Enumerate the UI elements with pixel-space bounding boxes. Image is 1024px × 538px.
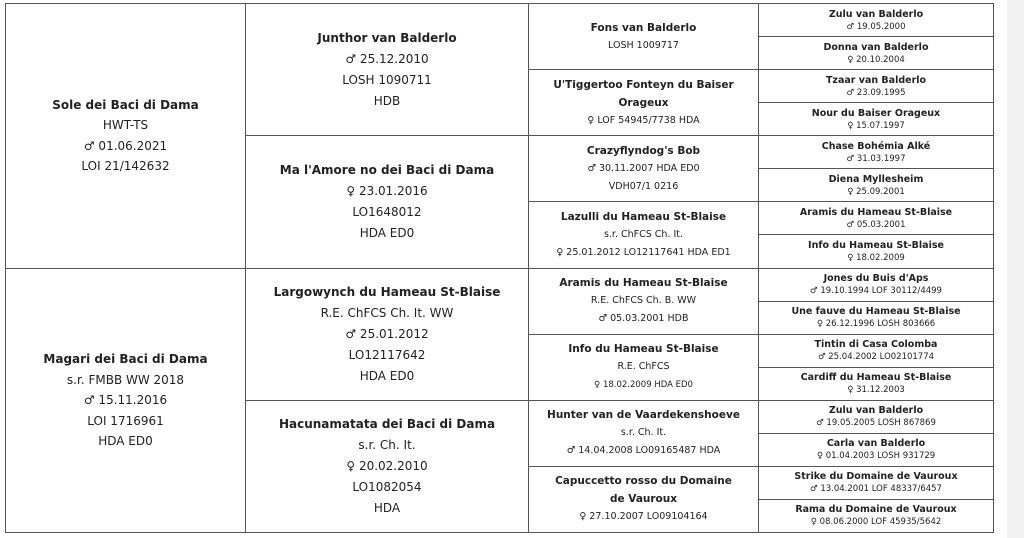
great-great-grandparent-cell-dam-dam-dam-sire bbox=[759, 466, 994, 499]
great-great-grandparent-cell-sire-sire-dam-sire bbox=[759, 70, 994, 103]
dog-name: Tzaar van Balderlo bbox=[825, 74, 927, 86]
dog-detail: LO12117642 bbox=[348, 347, 426, 362]
dog-name: Capuccetto rosso du Domaine de Vauroux bbox=[555, 475, 732, 506]
great-great-grandparent-cell-sire-sire-sire-dam bbox=[759, 37, 994, 70]
dog-name: Rama du Domaine de Vauroux bbox=[795, 504, 957, 516]
dog-name: Aramis du Hameau St-Blaise bbox=[799, 206, 953, 218]
dog-detail: HDB bbox=[373, 93, 401, 108]
dog-detail: ♀ 25.01.2012 LO12117641 HDA ED1 bbox=[556, 246, 731, 258]
great-grandparent-cell-dam-sire-dam bbox=[529, 334, 759, 400]
dog-detail: ♂ 14.04.2008 LO09165487 HDA bbox=[566, 445, 721, 457]
dog-detail: ♀ LOF 54945/7738 HDA bbox=[587, 114, 700, 126]
vertical-scrollbar[interactable] bbox=[1007, 0, 1024, 538]
dog-detail: ♀ 20.10.2004 bbox=[847, 54, 905, 65]
dog-detail: ♀ 08.06.2000 LOF 45935/5642 bbox=[810, 517, 942, 528]
parent-cell-sire bbox=[6, 4, 246, 269]
dog-detail: s.r. FMBB WW 2018 bbox=[66, 372, 185, 387]
great-great-grandparent-cell-dam-dam-sire-sire bbox=[759, 400, 994, 433]
great-great-grandparent-cell-sire-dam-sire-dam bbox=[759, 169, 994, 202]
dog-name: Hunter van de Vaardekenshoeve bbox=[547, 409, 740, 422]
dog-detail: HWT-TS bbox=[102, 118, 149, 133]
dog-detail: HDA ED0 bbox=[98, 434, 153, 448]
dog-detail: ♂ 31.03.1997 bbox=[846, 153, 906, 164]
dog-detail: R.E. ChFCS bbox=[617, 361, 670, 373]
dog-detail: HDA ED0 bbox=[359, 225, 415, 240]
dog-detail: ♂ 25.12.2010 bbox=[345, 51, 429, 66]
dog-name: Carla van Balderlo bbox=[826, 438, 926, 450]
grandparent-cell-sire-sire bbox=[246, 4, 529, 136]
dog-detail: ♀ 18.02.2009 HDA ED0 bbox=[594, 380, 693, 391]
dog-detail: HDA bbox=[373, 500, 401, 515]
dog-detail: ♂ 25.01.2012 bbox=[345, 326, 429, 341]
dog-detail: LOI 1716961 bbox=[87, 413, 164, 428]
dog-name: Aramis du Hameau St-Blaise bbox=[559, 277, 728, 290]
dog-name: Diena Myllesheim bbox=[828, 173, 924, 185]
dog-detail: ♀ 18.02.2009 bbox=[847, 252, 905, 263]
great-great-grandparent-cell-dam-dam-dam-dam bbox=[759, 499, 994, 532]
dog-name: Hacunamatata dei Baci di Dama bbox=[278, 416, 496, 431]
dog-detail: ♀ 20.02.2010 bbox=[346, 458, 428, 473]
dog-detail: ♂ 05.03.2001 HDB bbox=[598, 313, 689, 325]
dog-detail: ♂ 13.04.2001 LOF 48337/6457 bbox=[810, 484, 942, 495]
dog-detail: ♂ 19.05.2000 bbox=[846, 21, 906, 32]
dog-name: Largowynch du Hameau St-Blaise bbox=[273, 284, 501, 299]
dog-name: U'Tiggertoo Fonteyn du Baiser Orageux bbox=[553, 78, 734, 109]
dog-name: Crazyflyndog's Bob bbox=[586, 144, 701, 157]
great-great-grandparent-cell-dam-sire-dam-dam bbox=[759, 367, 994, 400]
dog-name: Une fauve du Hameau St-Blaise bbox=[791, 306, 961, 318]
dog-name: Chase Bohémia Alké bbox=[821, 140, 931, 152]
great-grandparent-cell-dam-sire-sire bbox=[529, 268, 759, 334]
dog-detail: ♂ 25.04.2002 LO02101774 bbox=[817, 352, 935, 363]
dog-detail: ♂ 05.03.2001 bbox=[846, 219, 906, 230]
great-grandparent-cell-dam-dam-sire bbox=[529, 400, 759, 466]
dog-detail: VDH07/1 0216 bbox=[608, 180, 679, 192]
dog-detail: ♀ 15.07.1997 bbox=[847, 120, 905, 131]
dog-detail: HDA ED0 bbox=[359, 368, 415, 383]
dog-detail: LOI 21/142632 bbox=[81, 159, 170, 174]
dog-detail: s.r. Ch. It. bbox=[358, 437, 416, 452]
dog-detail: ♂ 01.06.2021 bbox=[83, 138, 168, 153]
dog-detail: ♂ 30.11.2007 HDA ED0 bbox=[587, 162, 700, 174]
dog-detail: ♂ 15.11.2016 bbox=[83, 393, 168, 407]
dog-detail: s.r. ChFCS Ch. It. bbox=[603, 228, 684, 240]
dog-name: Zulu van Balderlo bbox=[828, 405, 924, 417]
dog-name: Sole dei Baci di Dama bbox=[52, 97, 199, 112]
great-great-grandparent-cell-dam-sire-dam-sire bbox=[759, 334, 994, 367]
great-great-grandparent-cell-dam-dam-sire-dam bbox=[759, 433, 994, 466]
dog-detail: R.E. ChFCS Ch. B. WW bbox=[590, 295, 697, 307]
dog-detail: LOSH 1090711 bbox=[342, 72, 432, 87]
dog-name: Info du Hameau St-Blaise bbox=[808, 239, 944, 251]
dog-name: Donna van Balderlo bbox=[823, 41, 929, 53]
dog-detail: LO1082054 bbox=[352, 479, 422, 494]
dog-name: Jones du Buis d'Aps bbox=[823, 273, 929, 285]
parent-cell-dam bbox=[6, 268, 246, 533]
dog-detail: ♂ 19.10.1994 LOF 30112/4499 bbox=[810, 286, 942, 297]
great-great-grandparent-cell-sire-dam-dam-dam bbox=[759, 235, 994, 268]
grandparent-cell-sire-dam bbox=[246, 136, 529, 268]
dog-detail: ♀ 01.04.2003 LOSH 931729 bbox=[816, 451, 936, 462]
dog-detail: ♂ 19.05.2005 LOSH 867869 bbox=[816, 418, 936, 429]
great-great-grandparent-cell-sire-dam-dam-sire bbox=[759, 202, 994, 235]
dog-name: Info du Hameau St-Blaise bbox=[568, 343, 719, 356]
dog-detail: ♀ 25.09.2001 bbox=[847, 186, 905, 197]
dog-detail: ♀ 27.10.2007 LO09104164 bbox=[579, 511, 708, 523]
dog-detail: s.r. Ch. It. bbox=[620, 427, 667, 439]
dog-name: Zulu van Balderlo bbox=[828, 8, 924, 20]
great-grandparent-cell-sire-dam-dam bbox=[529, 202, 759, 268]
great-grandparent-cell-dam-dam-dam bbox=[529, 466, 759, 532]
great-grandparent-cell-sire-sire-dam bbox=[529, 70, 759, 136]
great-great-grandparent-cell-sire-dam-sire-sire bbox=[759, 136, 994, 169]
dog-name: Cardiff du Hameau St-Blaise bbox=[800, 372, 952, 384]
great-great-grandparent-cell-sire-sire-sire-sire bbox=[759, 4, 994, 37]
dog-name: Strike du Domaine de Vauroux bbox=[794, 471, 958, 483]
dog-detail: LOSH 1009717 bbox=[608, 39, 679, 51]
dog-detail: ♀ 23.01.2016 bbox=[346, 183, 428, 198]
dog-detail: ♀ 26.12.1996 LOSH 803666 bbox=[816, 319, 936, 330]
dog-name: Fons van Balderlo bbox=[590, 21, 697, 34]
great-grandparent-cell-sire-dam-sire bbox=[529, 136, 759, 202]
dog-detail: R.E. ChFCS Ch. It. WW bbox=[320, 305, 454, 320]
great-grandparent-cell-sire-sire-sire bbox=[529, 4, 759, 70]
grandparent-cell-dam-dam bbox=[246, 400, 529, 532]
dog-name: Lazulli du Hameau St-Blaise bbox=[560, 210, 727, 223]
grandparent-cell-dam-sire bbox=[246, 268, 529, 400]
great-great-grandparent-cell-dam-sire-sire-dam bbox=[759, 301, 994, 334]
great-great-grandparent-cell-dam-sire-sire-sire bbox=[759, 268, 994, 301]
dog-name: Tintin di Casa Colomba bbox=[814, 339, 938, 351]
dog-name: Nour du Baiser Orageux bbox=[811, 107, 941, 119]
dog-name: Magari dei Baci di Dama bbox=[43, 352, 208, 366]
great-great-grandparent-cell-sire-sire-dam-dam bbox=[759, 103, 994, 136]
dog-detail: ♂ 23.09.1995 bbox=[846, 87, 906, 98]
dog-name: Ma l'Amore no dei Baci di Dama bbox=[279, 162, 495, 177]
dog-detail: ♀ 31.12.2003 bbox=[847, 385, 905, 396]
dog-name: Junthor van Balderlo bbox=[317, 30, 457, 45]
dog-detail: LO1648012 bbox=[352, 204, 422, 219]
pedigree-table bbox=[5, 3, 994, 533]
